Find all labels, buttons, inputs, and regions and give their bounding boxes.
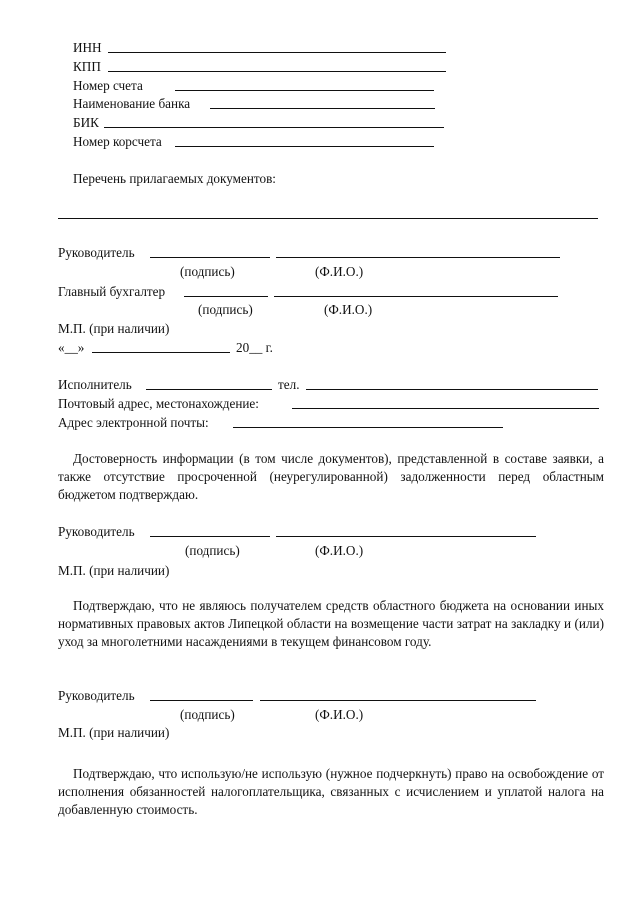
head-label: Руководитель <box>58 688 135 703</box>
name-caption: (Ф.И.О.) <box>315 264 364 279</box>
signature-caption: (подпись) <box>180 707 235 722</box>
bank-name-label: Наименование банка <box>73 96 191 111</box>
seal-label: М.П. (при наличии) <box>58 563 170 578</box>
head-signature-field[interactable] <box>150 700 253 701</box>
bank-name-field[interactable] <box>210 108 435 109</box>
phone-field[interactable] <box>306 389 598 390</box>
address-label: Почтовый адрес, местонахождение: <box>58 396 259 411</box>
name-caption: (Ф.И.О.) <box>315 707 364 722</box>
account-number-label: Номер счета <box>73 78 143 93</box>
corr-account-field[interactable] <box>175 146 434 147</box>
accountant-signature-field[interactable] <box>184 296 268 297</box>
confirmation-paragraph: Достоверность информации (в том числе документов), представленной в составе заявки, а также отсутствие просроченной (неурегулированной) задолженности перед областным бюджетом подтверждаю. <box>58 451 604 502</box>
confirmation-paragraph: Подтверждаю, что использую/не использую (нужное подчеркнуть) право на освобождение от исполнения обязанностей налогоплательщика, связанных с исчислением и уплатой налога на добавленную стоимость. <box>58 766 604 817</box>
inn-field[interactable] <box>108 52 446 53</box>
seal-label: М.П. (при наличии) <box>58 725 170 740</box>
address-field[interactable] <box>292 408 599 409</box>
account-number-field[interactable] <box>175 90 434 91</box>
accountant-name-field[interactable] <box>274 296 558 297</box>
name-caption: (Ф.И.О.) <box>315 543 364 558</box>
date-day-label: «__» <box>58 340 85 355</box>
head-name-field[interactable] <box>276 257 560 258</box>
documents-field[interactable] <box>58 218 598 219</box>
kpp-field[interactable] <box>108 71 446 72</box>
email-field[interactable] <box>233 427 503 428</box>
phone-label: тел. <box>278 377 300 392</box>
signature-caption: (подпись) <box>185 543 240 558</box>
executor-field[interactable] <box>146 389 272 390</box>
inn-label: ИНН <box>73 40 102 55</box>
kpp-label: КПП <box>73 59 101 74</box>
chief-accountant-label: Главный бухгалтер <box>58 284 166 299</box>
date-month-field[interactable] <box>92 352 230 353</box>
email-label: Адрес электронной почты: <box>58 415 209 430</box>
documents-heading: Перечень прилагаемых документов: <box>73 171 276 186</box>
head-signature-field[interactable] <box>150 257 270 258</box>
bik-label: БИК <box>73 115 99 130</box>
head-signature-field[interactable] <box>150 536 270 537</box>
name-caption: (Ф.И.О.) <box>324 302 373 317</box>
head-name-field[interactable] <box>260 700 536 701</box>
head-label: Руководитель <box>58 245 135 260</box>
head-name-field[interactable] <box>276 536 536 537</box>
signature-caption: (подпись) <box>180 264 235 279</box>
confirmation-paragraph: Подтверждаю, что не являюсь получателем средств областного бюджета на основании иных нормативных правовых актов Липецкой области на возмещение части затрат на закладку и (или) уход за многолетними насаждениями в текущем финансовом году. <box>58 598 604 649</box>
signature-caption: (подпись) <box>198 302 253 317</box>
head-label: Руководитель <box>58 524 135 539</box>
date-year-label: 20__ г. <box>236 340 273 355</box>
executor-label: Исполнитель <box>58 377 132 392</box>
bik-field[interactable] <box>104 127 444 128</box>
corr-account-label: Номер корсчета <box>73 134 162 149</box>
seal-label: М.П. (при наличии) <box>58 321 170 336</box>
